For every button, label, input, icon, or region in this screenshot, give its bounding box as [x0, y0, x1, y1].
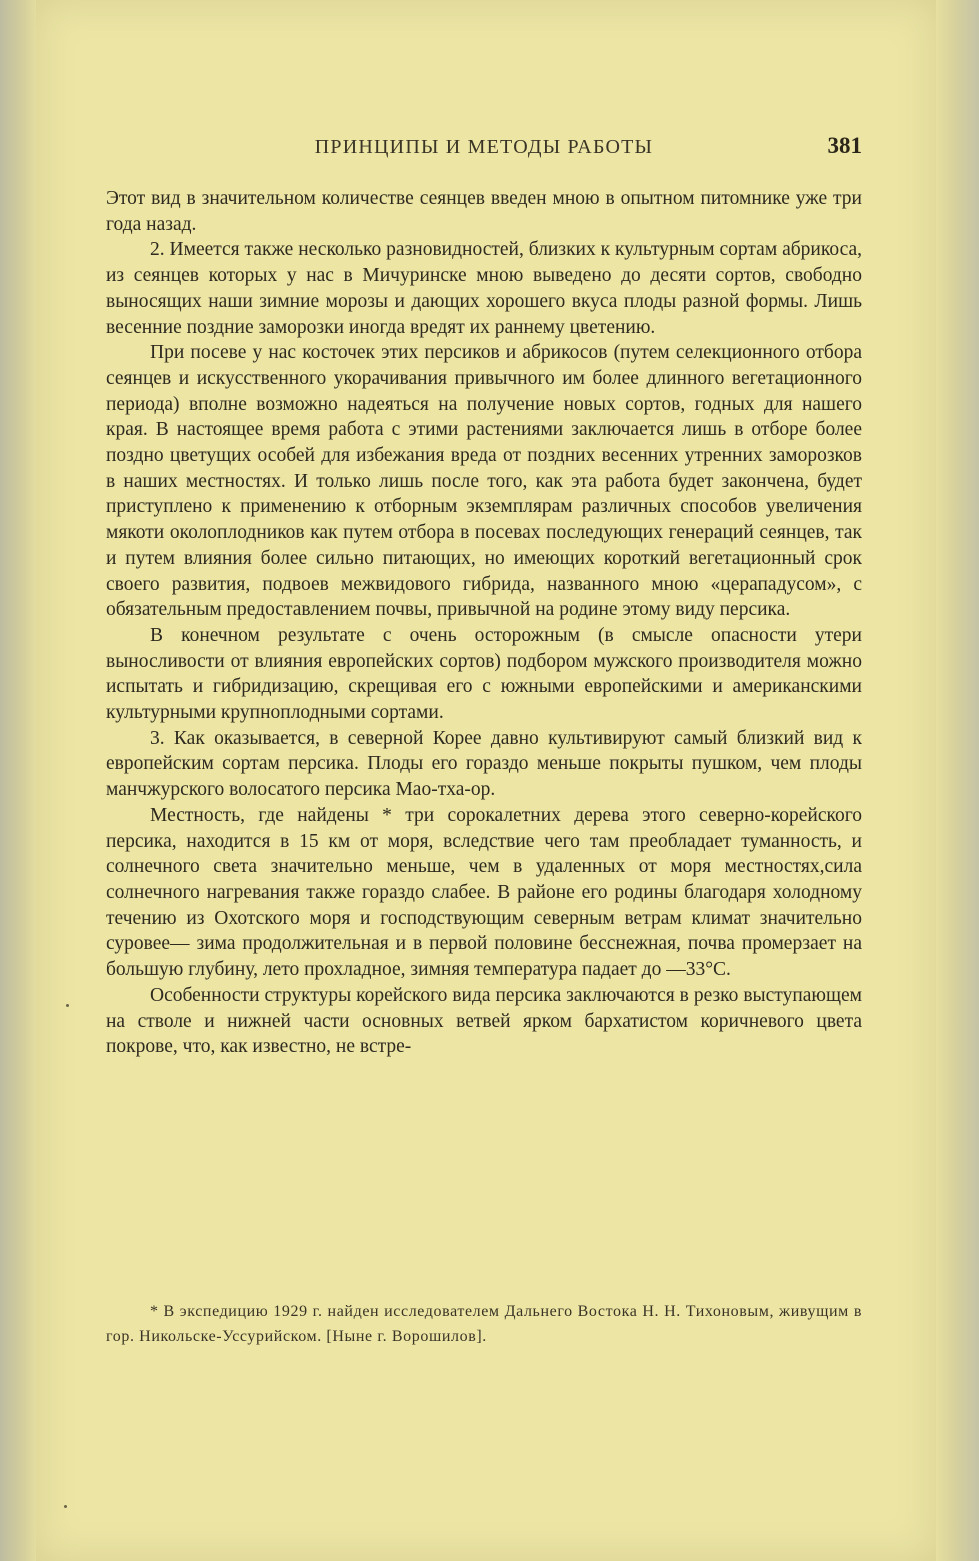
paragraph-6: Местность, где найдены * три сорокалетних дерева этого северно-корейского персика, находится в 15 км от моря, вследствие чего там преобладает туманность, и солнечного света значительно меньше, чем в удаленных от моря местностях,сила солнечного нагревания также гораздо слабее. В районе его родины благодаря холодному течению из Охотского моря и господствующим северным ветрам климат значительно суровее— зима продолжительная и в первой половине бесснежная, почва промерзает на большую глубину, лето прохладное, зимняя температура падает до —33°С. [106, 804, 862, 981]
paragraph-2: 2. Имеется также несколько разновидностей, близких к культурным сортам абрикоса, из сеянцев которых у нас в Мичуринске мною выведено до десяти сортов, свободно выносящих наши зимние морозы и дающих хорошего вкуса плоды разной формы. Лишь весенние поздние заморозки иногда вредят их раннему цветению. [106, 239, 862, 338]
print-speck [66, 1004, 69, 1007]
body-text [106, 186, 862, 1060]
paragraph-3: При посеве у нас косточек этих персиков и абрикосов (путем селекционного отбора сеянцев и искусственного укорачивания привычного им более длинного вегетационного периода) вполне возможно надеяться на получение новых сортов, годных для нашего края. В настоящее время работа с этими растениями заключается лишь в отборе более поздно цветущих особей для избежания вреда от поздних весенних утренних заморозков в наших местностях. И только лишь после того, как эта работа будет закончена, будет приступлено к применению к отборным экземплярам различных способов увеличения мякоти околоплодников как путем отбора в посевах последующих генераций сеянцев, так и путем влияния более сильно питающих, но имеющих короткий вегетационный срок своего развития, подвоев межвидового гибрида, названного мною «церападусом», с обязательным предоставлением почвы, привычной на родине этому виду персика. [106, 342, 862, 621]
running-title: ПРИНЦИПЫ И МЕТОДЫ РАБОТЫ [314, 136, 654, 158]
page-right-edge [936, 0, 979, 1561]
paragraph-7: Особенности структуры корейского вида персика заключаются в резко выступающем на стволе и нижней части основных ветвей ярком бархатистом коричневого цвета покрове, что, как известно, не встре- [106, 984, 862, 1058]
page-number: 381 [827, 133, 862, 158]
print-speck [64, 1505, 67, 1508]
paragraph-5: 3. Как оказывается, в северной Корее давно культивируют самый близкий вид к европейским сортам персика. Плоды его гораздо меньше покрыты пушком, чем плоды манчжурского волосатого персика Мао-тха-ор. [106, 727, 862, 801]
footnote [106, 1299, 862, 1349]
page-left-edge [0, 0, 36, 1561]
paragraph-4: В конечном результате с очень осторожным (в смысле опасности утери выносливости от влияния европейских сортов) подбором мужского производителя можно испытать и гибридизацию, скрещивая его с южными европейскими и американскими культурными крупноплодными сортами. [106, 624, 862, 724]
page-header [106, 133, 862, 166]
footnote-text: * В экспедицию 1929 г. найден исследователем Дальнего Востока Н. Н. Тихоновым, живущим в гор. Никольске-Уссурийском. [Ныне г. Ворошилов]. [106, 1303, 862, 1345]
paragraph-1: Этот вид в значительном количестве сеянцев введен мною в опытном питомнике уже три года назад. [106, 188, 862, 235]
